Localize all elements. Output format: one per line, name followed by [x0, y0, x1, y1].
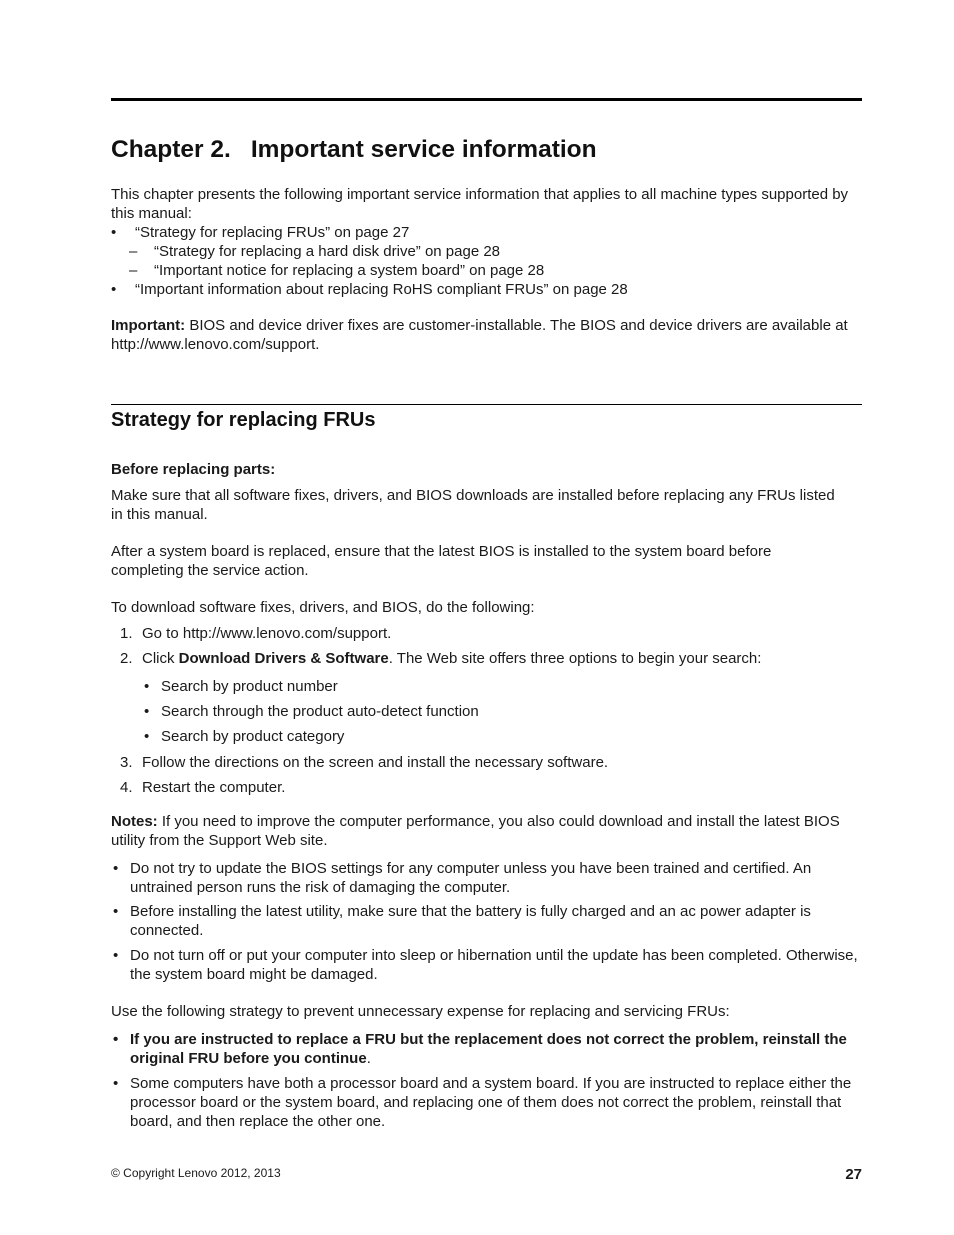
search-option [111, 727, 871, 746]
bullet-marker: • [144, 678, 150, 695]
download-drivers-link[interactable]: Download Drivers & Software [178, 650, 389, 667]
bullet-text: Do not turn off or put your computer into sleep or hibernation until the update has been completed. Otherwise, the system board might be damaged. [130, 947, 858, 983]
bullet-marker: • [113, 1075, 119, 1092]
step-number: 4. [120, 779, 133, 796]
toc-item[interactable] [111, 280, 871, 299]
option-text: Search by product number [161, 678, 338, 695]
toc-link-text[interactable]: “Important notice for replacing a system board” on page 28 [154, 262, 545, 279]
toc-item[interactable] [111, 242, 871, 261]
bullet-marker: • [144, 703, 150, 720]
note-bullet [111, 859, 871, 897]
important-note [111, 316, 866, 354]
toc-link-text[interactable]: “Strategy for replacing FRUs” on page 27 [135, 224, 410, 241]
option-text: Search by product category [161, 728, 345, 745]
step-number: 1. [120, 625, 133, 642]
dash-marker: – [129, 262, 138, 279]
before-replacing-heading: Before replacing parts: [111, 461, 276, 478]
step-text [142, 649, 761, 668]
bullet-marker: • [113, 1031, 119, 1048]
step-text: Go to http://www.lenovo.com/support. [142, 625, 392, 642]
chapter-number: Chapter 2. [111, 136, 231, 163]
notes-text: If you need to improve the computer performance, you also could download and install the latest BIOS utility from the Support Web site. [111, 813, 840, 849]
top-rule [111, 98, 862, 101]
page-number: 27 [845, 1166, 862, 1183]
toc-link-text[interactable]: “Strategy for replacing a hard disk drive” on page 28 [154, 243, 501, 260]
step-text-prefix: Click [142, 650, 179, 667]
note-bullet [111, 902, 871, 940]
step-4 [111, 778, 871, 797]
strategy-paragraph: Use the following strategy to prevent unnecessary expense for replacing and servicing FRUs: [111, 1003, 730, 1020]
strategy-bullet [111, 1030, 871, 1068]
search-option [111, 702, 871, 721]
step-text: Restart the computer. [142, 779, 286, 796]
important-text: BIOS and device driver fixes are customer-installable. The BIOS and device drivers are available at http://www.lenovo.com/support. [111, 317, 848, 353]
bullet-text: Some computers have both a processor board and a system board. If you are instructed to replace either the processor board or the system board, and replacing one of them does not correct the problem, reinstall that board, and then replace the other one. [130, 1075, 852, 1130]
strategy-bullet [111, 1074, 871, 1131]
step-text: Follow the directions on the screen and install the necessary software. [142, 754, 609, 771]
bullet-marker: • [111, 224, 117, 241]
bullet-text: Before installing the latest utility, make sure that the battery is fully charged and an ac power adapter is connected. [130, 903, 811, 939]
bullet-text [130, 1030, 855, 1068]
notes-paragraph [111, 812, 856, 850]
paragraph-download: To download software fixes, drivers, and BIOS, do the following: [111, 599, 535, 616]
step-2 [111, 649, 871, 668]
notes-label: Notes: [111, 813, 158, 830]
toc-item[interactable] [111, 223, 871, 242]
step-1 [111, 624, 871, 643]
paragraph-software-fixes: Make sure that all software fixes, drivers, and BIOS downloads are installed before replacing any FRUs listed in this manual. [111, 487, 835, 523]
toc-list [111, 223, 871, 299]
important-label: Important: [111, 317, 186, 334]
strategy-period: . [366, 1050, 371, 1067]
footer-copyright: © Copyright Lenovo 2012, 2013 [111, 1166, 281, 1180]
note-bullet [111, 946, 871, 984]
bullet-marker: • [111, 281, 117, 298]
bullet-text: Do not try to update the BIOS settings for any computer unless you have been trained and certified. An untrained person runs the risk of damaging the computer. [130, 860, 812, 896]
step-number: 2. [120, 650, 133, 667]
chapter-title-text: Important service information [250, 136, 597, 163]
section-rule [111, 404, 862, 405]
bullet-marker: • [113, 860, 119, 877]
bullet-marker: • [144, 728, 150, 745]
dash-marker: – [129, 243, 138, 260]
option-text: Search through the product auto-detect function [161, 703, 479, 720]
strategy-bold-text: If you are instructed to replace a FRU but the replacement does not correct the problem, reinstall the original FRU before you continue [130, 1031, 847, 1067]
step-number: 3. [120, 754, 133, 771]
toc-item[interactable] [111, 261, 871, 280]
search-option [111, 677, 871, 696]
intro-paragraph: This chapter presents the following important service information that applies to all machine types supported by this manual: [111, 186, 849, 222]
bullet-marker: • [113, 903, 119, 920]
section-title: Strategy for replacing FRUs [111, 409, 376, 431]
paragraph-system-board: After a system board is replaced, ensure that the latest BIOS is installed to the system board before completing the service action. [111, 543, 772, 579]
chapter-title [111, 133, 597, 167]
toc-link-text[interactable]: “Important information about replacing RoHS compliant FRUs” on page 28 [135, 281, 628, 298]
bullet-marker: • [113, 947, 119, 964]
step-text-suffix: . The Web site offers three options to begin your search: [388, 650, 762, 667]
step-3 [111, 753, 871, 772]
